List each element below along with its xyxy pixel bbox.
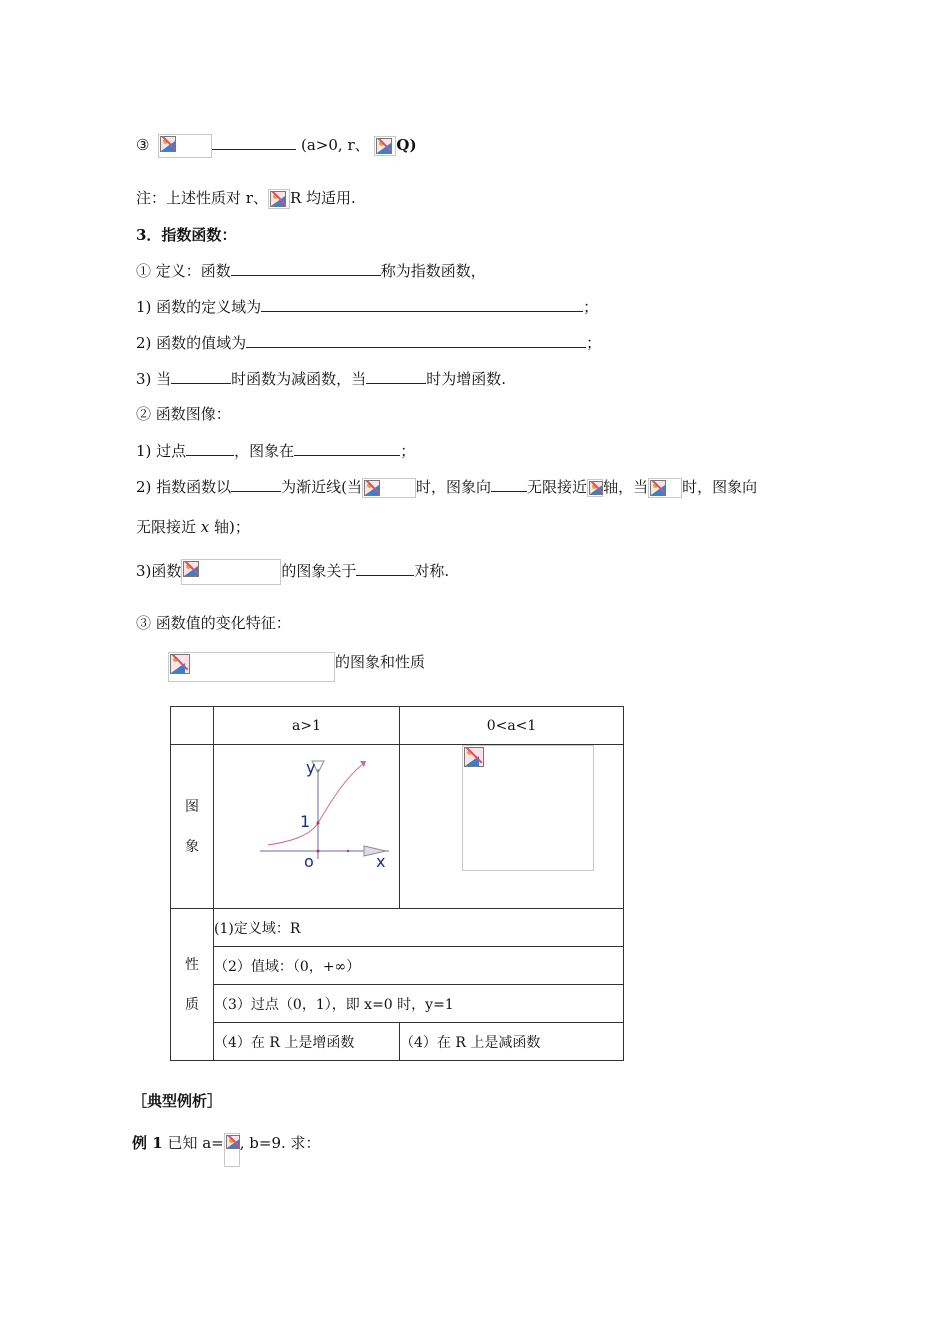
examples-heading: ［典型例析］: [132, 1092, 223, 1110]
header-a-gt-1: a>1: [214, 707, 400, 745]
definition-line: ① 定义：函数 称为指数函数，: [136, 262, 486, 280]
y-label: y: [306, 757, 316, 777]
pass-point-line: 1) 过点 ，图象在 ；: [136, 442, 416, 460]
figure-caption: 的图象和性质: [168, 652, 425, 682]
broken-image-icon: [364, 480, 380, 496]
broken-image-icon: [183, 561, 199, 577]
prop-increasing: （4）在 R 上是增函数: [214, 1023, 400, 1061]
fill-blank: [171, 368, 231, 384]
formula-image: [224, 1133, 240, 1167]
fill-blank: [366, 368, 426, 384]
axis-point: [347, 849, 349, 851]
formula-image: [181, 559, 281, 585]
domain-line: 1) 函数的定义域为 ；: [136, 298, 599, 316]
symmetry-line: 3)函数 的图象关于 对称.: [136, 559, 449, 585]
x-label: x: [376, 851, 386, 871]
section-heading: 3．指数函数：: [136, 226, 237, 244]
graph-heading: ② 函数图像：: [136, 405, 231, 423]
property-3-line: ③ (a>0, r、 Q): [136, 134, 417, 158]
prop-domain: (1)定义域：R: [214, 909, 624, 947]
formula-image: [362, 478, 416, 498]
fill-blank: [186, 440, 234, 456]
fill-blank: [261, 296, 583, 312]
prop-range: （2）值域：（0，+∞）: [214, 947, 624, 985]
fill-blank: [294, 440, 400, 456]
prop-decreasing: （4）在 R 上是减函数: [400, 1023, 624, 1061]
example-1-line: 例 1 已知 a= , b=9. 求：: [132, 1133, 321, 1167]
prop-fixed-point: （3）过点（0，1），即 x=0 时，y=1: [214, 985, 624, 1023]
header-corner: [171, 707, 214, 745]
graph-a-gt-1: [214, 745, 400, 909]
fill-blank: [356, 560, 414, 576]
point-0-1: [317, 821, 320, 824]
formula-image: [158, 134, 212, 158]
fill-blank: [231, 260, 381, 276]
row-label-props: 性 质: [171, 909, 214, 1061]
range-line: 2) 函数的值域为 ；: [136, 334, 602, 352]
graph-a-lt-1: [400, 745, 624, 909]
broken-image-icon: [650, 480, 666, 496]
fill-blank: [491, 476, 527, 492]
row-label-graph: 图 象: [171, 745, 214, 909]
formula-image: [374, 136, 396, 156]
broken-image-icon: [160, 136, 176, 152]
formula-image: [648, 478, 682, 498]
exponential-growth-graph: [214, 747, 399, 907]
fill-blank: [231, 476, 281, 492]
header-a-lt-1: 0<a<1: [400, 707, 624, 745]
change-heading: ③ 函数值的变化特征：: [136, 614, 291, 632]
broken-image-icon: [270, 191, 286, 207]
broken-image-icon: [376, 138, 392, 154]
one-label: 1: [300, 811, 311, 831]
broken-image-icon: [464, 747, 484, 767]
origin-label: o: [304, 851, 314, 871]
monotonic-line: 3) 当 时函数为减函数，当 时为增函数.: [136, 370, 506, 388]
note-line: 注：上述性质对 r、 R 均适用.: [136, 189, 356, 207]
asymptote-line-cont: 无限接近 x 轴)；: [136, 518, 250, 536]
formula-image: [587, 479, 603, 497]
fill-blank: [212, 134, 296, 150]
broken-image-icon: [589, 481, 603, 495]
exponential-properties-table: [170, 706, 624, 1061]
origin-point: [317, 849, 320, 852]
formula-image: [268, 189, 290, 209]
asymptote-line: 2) 指数函数以 为渐近线(当 时，图象向 无限接近 轴，当 时，图象向: [136, 478, 758, 496]
circle-number: ③: [136, 136, 150, 154]
formula-image: [168, 652, 335, 682]
exponential-curve: [268, 763, 364, 845]
broken-image-icon: [226, 1135, 240, 1149]
fill-blank: [246, 332, 586, 348]
graph-image-placeholder: [462, 745, 594, 871]
broken-image-icon: [170, 654, 190, 674]
